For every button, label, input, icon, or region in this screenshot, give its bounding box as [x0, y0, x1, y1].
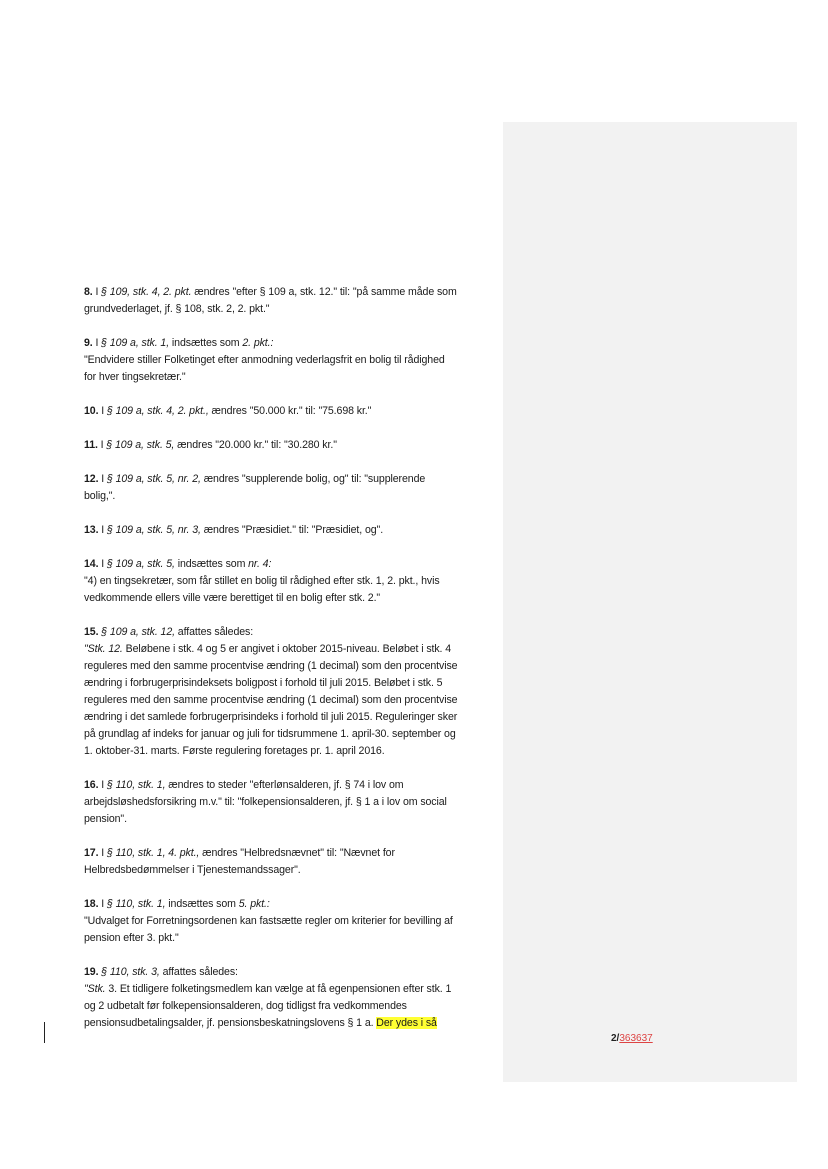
text-segment: I — [98, 898, 107, 910]
amendment-item — [84, 845, 496, 879]
text-line — [84, 284, 496, 301]
text-segment: vedkommende ellers ville være berettiget til en bolig efter stk. 2." — [84, 592, 381, 604]
text-line — [84, 403, 496, 420]
text-line — [84, 913, 496, 930]
text-segment: "4) en tingsekretær, som får stillet en bolig til rådighed efter stk. 1, 2. pkt., hvis — [84, 575, 440, 587]
amendment-item — [84, 437, 496, 454]
item-number: 12. — [84, 473, 99, 485]
legal-reference: 5. pkt.: — [238, 898, 270, 910]
text-segment: reguleres med den samme procentvise ændring (1 decimal) som den procentvise — [84, 660, 458, 672]
text-segment: ændring i forbrugerprisindeksets boligpost i forhold til juli 2015. Beløbet i stk. 5 — [84, 677, 443, 689]
item-number: 9. — [84, 337, 93, 349]
text-segment: "Udvalget for Forretningsordenen kan fastsætte regler om kriterier for bevilling af — [84, 915, 453, 927]
amendment-item — [84, 522, 496, 539]
text-segment: reguleres med den samme procentvise ændring (1 decimal) som den procentvise — [84, 694, 458, 706]
text-line — [84, 964, 496, 981]
text-line — [84, 471, 496, 488]
text-line — [84, 590, 496, 607]
page-number — [611, 1033, 653, 1044]
item-number: 14. — [84, 558, 99, 570]
text-segment: på grundlag af indeks for januar og juli for tidsrummene 1. april-30. september og — [84, 728, 456, 740]
comment-margin-panel — [503, 122, 797, 1082]
amendment-item — [84, 624, 496, 760]
text-cursor — [44, 1022, 45, 1043]
item-number: 13. — [84, 524, 99, 536]
document-body — [84, 284, 496, 1032]
text-segment: arbejdsløshedsforsikring m.v." til: "folkepensionsalderen, jf. § 1 a i lov om social — [84, 796, 447, 808]
text-segment: ændres "20.000 kr." til: "30.280 kr." — [174, 439, 337, 451]
text-line — [84, 692, 496, 709]
text-segment: 3. Et tidligere folketingsmedlem kan vælge at få egenpensionen efter stk. 1 — [105, 983, 452, 995]
item-number: 10. — [84, 405, 99, 417]
item-number: 16. — [84, 779, 99, 791]
amendment-item — [84, 777, 496, 828]
highlighted-text: Der ydes i så — [376, 1017, 437, 1029]
legal-reference: § 109 a, stk. 5, — [106, 439, 175, 451]
legal-reference: § 109 a, stk. 5, nr. 2, — [106, 473, 201, 485]
amendment-item — [84, 964, 496, 1032]
legal-reference: § 109 a, stk. 1, — [101, 337, 170, 349]
text-line — [84, 437, 496, 454]
text-line — [84, 335, 496, 352]
text-segment: ændres "efter § 109 a, stk. 12." til: "på samme måde som — [191, 286, 457, 298]
text-segment: for hver tingsekretær." — [84, 371, 186, 383]
text-segment: indsættes som — [174, 558, 249, 570]
amendment-item — [84, 335, 496, 386]
legal-reference: nr. 4: — [248, 558, 272, 570]
item-number: 19. — [84, 966, 99, 978]
text-segment: og 2 udbetalt før folkepensionsalderen, dog tidligst fra vedkommendes — [84, 1000, 407, 1012]
text-line — [84, 930, 496, 947]
legal-reference: § 109 a, stk. 5, nr. 3, — [106, 524, 201, 536]
text-line — [84, 981, 496, 998]
text-line — [84, 352, 496, 369]
text-line — [84, 709, 496, 726]
legal-reference: § 110, stk. 1, — [106, 898, 166, 910]
text-line — [84, 488, 496, 505]
text-segment: ændring i det samlede forbrugerprisindeks i forhold til juli 2015. Reguleringer sker — [84, 711, 458, 723]
text-segment: pensionsudbetalingsalder, jf. pensionsbeskatningslovens § 1 a. — [84, 1017, 377, 1029]
text-line — [84, 845, 496, 862]
legal-reference: § 109 a, stk. 12, — [101, 626, 175, 638]
text-line — [84, 777, 496, 794]
text-segment: bolig,". — [84, 490, 116, 502]
text-segment: I — [98, 558, 107, 570]
text-segment: Helbredsbedømmelser i Tjenestemandssager". — [84, 864, 301, 876]
text-segment: pension efter 3. pkt." — [84, 932, 179, 944]
text-segment: I — [97, 439, 107, 451]
text-line — [84, 301, 496, 318]
legal-reference: "Stk. 12. — [84, 643, 123, 655]
document-reference: 363637 — [619, 1033, 653, 1044]
item-number: 8. — [84, 286, 93, 298]
text-segment: Beløbene i stk. 4 og 5 er angivet i oktober 2015-niveau. Beløbet i stk. 4 — [122, 643, 452, 655]
amendment-item — [84, 556, 496, 607]
amendment-item — [84, 896, 496, 947]
legal-reference: 2. pkt.: — [242, 337, 274, 349]
text-line — [84, 998, 496, 1015]
item-number: 11. — [84, 439, 98, 451]
legal-reference: § 109 a, stk. 4, 2. pkt., — [106, 405, 209, 417]
text-segment: 1. oktober-31. marts. Første regulering foretages pr. 1. april 2016. — [84, 745, 385, 757]
legal-reference: § 110, stk. 1, 4. pkt., — [106, 847, 200, 859]
text-segment: "Endvidere stiller Folketinget efter anmodning vederlagsfrit en bolig til rådighed — [84, 354, 445, 366]
text-segment: ændres "Helbredsnævnet" til: "Nævnet for — [199, 847, 395, 859]
text-line — [84, 811, 496, 828]
text-segment: I — [98, 524, 107, 536]
text-line — [84, 862, 496, 879]
text-segment: indsættes som — [169, 337, 243, 349]
amendment-item — [84, 284, 496, 318]
text-line — [84, 1015, 496, 1032]
legal-reference: § 109, stk. 4, 2. pkt. — [101, 286, 192, 298]
page-number-current: 2/ — [611, 1033, 620, 1044]
text-line — [84, 658, 496, 675]
text-line — [84, 896, 496, 913]
text-segment: indsættes som — [165, 898, 239, 910]
text-segment: ændres "supplerende bolig, og" til: "supplerende — [200, 473, 426, 485]
text-line — [84, 556, 496, 573]
text-line — [84, 675, 496, 692]
text-segment: pension". — [84, 813, 127, 825]
text-segment: grundvederlaget, jf. § 108, stk. 2, 2. pkt." — [84, 303, 270, 315]
legal-reference: "Stk. — [84, 983, 106, 995]
text-line — [84, 794, 496, 811]
text-line — [84, 573, 496, 590]
text-line — [84, 522, 496, 539]
text-segment: ændres "50.000 kr." til: "75.698 kr." — [208, 405, 372, 417]
item-number: 18. — [84, 898, 99, 910]
text-segment: I — [98, 405, 107, 417]
legal-reference: § 109 a, stk. 5, — [106, 558, 175, 570]
amendment-item — [84, 403, 496, 420]
text-segment: affattes således: — [174, 626, 254, 638]
text-line — [84, 726, 496, 743]
text-line — [84, 641, 496, 658]
text-segment: ændres "Præsidiet." til: "Præsidiet, og". — [200, 524, 384, 536]
text-segment: I — [98, 779, 107, 791]
text-segment: I — [98, 473, 107, 485]
text-segment: affattes således: — [159, 966, 238, 978]
legal-reference: § 110, stk. 1, — [106, 779, 166, 791]
text-line — [84, 743, 496, 760]
item-number: 15. — [84, 626, 99, 638]
text-segment: I — [92, 286, 102, 298]
legal-reference: § 110, stk. 3, — [101, 966, 160, 978]
text-line — [84, 624, 496, 641]
item-number: 17. — [84, 847, 99, 859]
text-segment: ændres to steder "efterlønsalderen, jf. § 74 i lov om — [165, 779, 404, 791]
text-segment: I — [98, 847, 107, 859]
text-line — [84, 369, 496, 386]
text-segment: I — [92, 337, 102, 349]
amendment-item — [84, 471, 496, 505]
